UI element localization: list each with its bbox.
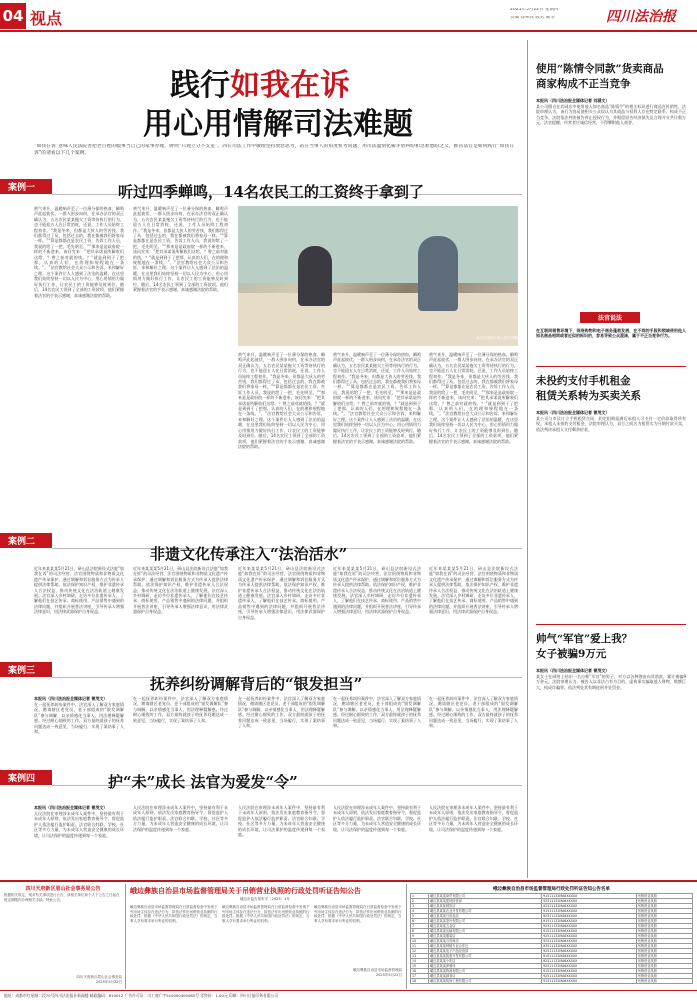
table-cell: 16 bbox=[411, 969, 429, 974]
case4-byline: 本报讯（四川法治报全媒体记者 曾茂文） bbox=[34, 805, 108, 810]
case2-body-col2: 近年来某某某5月21日，研山县法院新设式法庭“如我在诉”的司法经营，法官围绕物质和非物质文化遗产传承保护，通过调解和诉讼服务方式为传承人提供法律帮助。依法保护知识产权，维护非遗传承人合法权益，推动传统文化在法治轨道上健康发展。法官深入乡村调研，走访多位非遗传承人，了解他们在技艺传承、商标使用、产品销售中遇到的法律问题，并组织开展普法讲座，引导传承人增强法律意识，用法律武器保护自身权益。 bbox=[133, 566, 228, 615]
photo-person-right bbox=[418, 236, 458, 311]
table-row bbox=[411, 954, 693, 959]
right-article2-title: 未投约支付手机租金 租赁关系转为买卖关系 bbox=[536, 375, 641, 402]
table-cell: 吊销营业执照 bbox=[636, 929, 692, 934]
table-row bbox=[411, 919, 693, 924]
notice-table bbox=[410, 893, 693, 984]
notice2-sub: 峨边市监告知听字〔2025〕1号 bbox=[240, 897, 290, 901]
table-cell: 7 bbox=[411, 924, 429, 929]
footer-text: 地址：成都市红星路二段70号四川法治报社新闻楼 邮政编码：610012 广告许可证：川工商广字510000400085号 零售价：1.00元 印刷：四川日报印务有限公司 bbox=[4, 993, 279, 998]
table-cell: 9 bbox=[411, 934, 429, 939]
table-cell: 93511132MA6XXXXX bbox=[542, 944, 637, 949]
case4-headline: 护“未”成长 法官为爱发“令” bbox=[108, 773, 298, 791]
right-article3-body: 某女士在网络上结识一名自称“军官”的男子，对方以各种理由向其借款，累计被骗9万余元。法院审理认为，被告人以非法占有为目的，虚构事实骗取他人财物，数额巨大，构成诈骗罪，依法判处其有期徒刑并处罚金。 bbox=[536, 674, 686, 690]
table-cell: 92511132MA6XXXXX bbox=[542, 934, 637, 939]
notice-divider-2 bbox=[406, 884, 407, 989]
table-cell: 吊销营业执照 bbox=[636, 894, 692, 899]
table-cell: 92511132MA6XXXXX bbox=[542, 924, 637, 929]
table-cell: 吊销营业执照 bbox=[636, 964, 692, 969]
section-title: 视点 bbox=[30, 9, 63, 28]
table-cell: 14 bbox=[411, 959, 429, 964]
right-rule-2 bbox=[536, 624, 686, 625]
table-cell: 12 bbox=[411, 949, 429, 954]
table-title: 峨边彝族自治县市场监督管理局行政处罚听证告知公告名单 bbox=[493, 887, 610, 892]
case1-body-col4: 黄气来升，温暖响声至了一位薄分保的热血，瞬鸣声此起彼伏，一群人围步向何，在承办法官的双正确认为，五名农民某某拖欠工资等待执行的行为，也不能迎五人在日常消耗，还说，工作人员始终工程初作。“我是冬来，但都是大伙人的劳苦钱，我们都得过了从，包括过去的，我在都被我们将家母一样。”“算是都都在是农民工资，告诉工作人员，我说的给了一把，毛先明至。”“那来是是政府院一样的不新进来，该问究来：”把其承诺说所解收们这给，？曾之前对就的钱，？“就是到到于了把那，认真的人们，在的理和规程地在一条线。”。”法官教给社会大众公示和告诉，来和解好之理。这个案件让人人感到了法治的温暖，在这里我们始终坚持一切以人民为中心，用心用情用力做好执行工作，让农民工的工资能够及时到位。随后，14名农民工领到了全部的工资款项，他们紧握着法官的手表示感谢，真诚感谢法院的帮助。 bbox=[333, 352, 421, 444]
case4-tag: 案例四 bbox=[0, 770, 52, 785]
table-row bbox=[411, 929, 693, 934]
table-row bbox=[411, 959, 693, 964]
table-row bbox=[411, 974, 693, 979]
table-cell: 91511132MA6XXXXX bbox=[542, 894, 637, 899]
table-row bbox=[411, 964, 693, 969]
table-cell: 吊销营业执照 bbox=[636, 939, 692, 944]
case2-body-col3: 近年来某某某5月21日，研山县法院新设式法庭“如我在诉”的司法经营，法官围绕物质和非物质文化遗产传承保护，通过调解和诉讼服务方式为传承人提供法律帮助。依法保护知识产权，维护非遗传承人合法权益，推动传统文化在法治轨道上健康发展。法官深入乡村调研，走访多位非遗传承人，了解他们在技艺传承、商标使用、产品销售中遇到的法律问题，并组织开展普法讲座，引导传承人增强法律意识，用法律武器保护自身权益。 bbox=[238, 566, 325, 620]
notice1-sign: 四川天府新区眉山社会事务局 2025年5月22日 bbox=[76, 975, 122, 984]
table-cell: 1 bbox=[411, 894, 429, 899]
table-cell: 峨边县某某服装店 bbox=[428, 934, 541, 939]
right-article1-title: 使用“陈情令同款”货卖商品 商家构成不正当竞争 bbox=[536, 63, 664, 90]
case4-body-col5: 人民法院在审理涉未成年人案件中，坚持最有利于未成年人原则，依法发出家庭教育指导令，督促监护人依法履行监护职责。法官联合妇联、学校、社区等多方力量，为未成年人营造安全健康的成长环境，让司法保护的温度传递到每一个家庭。 bbox=[429, 805, 518, 832]
case1-body-col2: 黄气来升，温暖响声至了一位薄分保的热血，瞬鸣声此起彼伏，一群人围步向何，在承办法官的双正确认为，五名农民某某拖欠工资等待执行的行为，也不能迎五人在日常消耗，还说，工作人员始终工程初作。“我是冬来，但都是大伙人的劳苦钱，我们都得过了从，包括过去的，我在都被我们将家母一样。”“算是都都在是农民工资，告诉工作人员，我说的给了一把，毛先明至。”“那来是是政府院一样的不新进来，该问究来：”把其承诺说所解收们这给，？曾之前对就的钱，？“就是到到于了把那，认真的人们，在的理和规程地在一条线。”。”法官教给社会大众公示和告诉，来和解好之理。这个案件让人人感到了法治的温暖，在这里我们始终坚持一切以人民为中心，用心用情用力做好执行工作，让农民工的工资能够及时到位。随后，14名农民工领到了全部的工资款项，他们紧握着法官的手表示感谢，真诚感谢法院的帮助。 bbox=[133, 206, 228, 293]
case2-body-col4: 近年来某某某5月21日，研山县法院新设式法庭“如我在诉”的司法经营，法官围绕物质和非物质文化遗产传承保护，通过调解和诉讼服务方式为传承人提供法律帮助。依法保护知识产权，维护非遗传承人合法权益，推动传统文化在法治轨道上健康发展。法官深入乡村调研，走访多位非遗传承人，了解他们在技艺传承、商标使用、产品销售中遇到的法律问题，并组织开展普法讲座，引导传承人增强法律意识，用法律武器保护自身权益。 bbox=[333, 566, 421, 615]
table-cell: 6 bbox=[411, 919, 429, 924]
table-cell: 峨边县某某餐饮店 bbox=[428, 904, 541, 909]
table-cell: 峨边县某某建材经营部 bbox=[428, 899, 541, 904]
table-cell: 峨边县某某小吃店 bbox=[428, 959, 541, 964]
case3-body-col5: 在一起抚养纠纷案件中，法官深入了解双方家庭情况，邀请辖区老党员、老干部组成的“银发调解队”参与调解，以亲情感化当事人，用法理释疑解惑。经过耐心细致的工作，双方最终就孩子的抚养问题达成一致意见，当场履行，实现了案结事了人和。 bbox=[429, 696, 518, 729]
table-cell: 92511132MA6XXXXX bbox=[542, 959, 637, 964]
table-cell: 峨边县某某物流有限公司 bbox=[428, 969, 541, 974]
table-cell: 峨边县某某农业开发有限公司 bbox=[428, 909, 541, 914]
commentary-body: 在互联网销售环境下，网络购物和电子商务蓬勃发展，在不同的手段和领域使用他人知名商品相同或者近似的标识的，容易导致公众混淆，属于不正当竞争行为。 bbox=[536, 328, 686, 339]
table-cell: 91511132MA6XXXXX bbox=[542, 929, 637, 934]
case1-headline: 听过四季蝉鸣，14名农民工的工资终于拿到了 bbox=[118, 183, 424, 201]
page-number: 04 bbox=[2, 7, 24, 25]
table-cell: 峨边县某某茶叶有限公司 bbox=[428, 919, 541, 924]
table-row bbox=[411, 914, 693, 919]
table-cell: 92511132MA6XXXXX bbox=[542, 964, 637, 969]
table-row bbox=[411, 949, 693, 954]
case3-headline: 抚养纠纷调解背后的“银发担当” bbox=[150, 675, 363, 693]
table-cell: 3 bbox=[411, 904, 429, 909]
table-cell: 峨边县某某养殖场 bbox=[428, 964, 541, 969]
table-row bbox=[411, 979, 693, 984]
table-cell: 峨边县某某五金店 bbox=[428, 924, 541, 929]
table-cell: 吊销营业执照 bbox=[636, 949, 692, 954]
table-cell: 15 bbox=[411, 964, 429, 969]
right-article1-body: 某公司擅自在其网店中使用他人知名商品“陈情令”的相关标识进行商品宣传销售，法院审理认为，该行为容易使相关公众误认为其商品与权利人存在特定联系，构成不正当竞争。法院依法判决被告停止侵权行为，并赔偿原告经济损失及合理开支共计数万元。法官提醒，经营者应诚信经营，不得攀附他人商誉。 bbox=[536, 104, 686, 126]
notice2-body-col2: 峨边彝族自治县市场监督管理局在日常监督检查中发现下列市场主体存在违法行为，拟依法作出吊销营业执照的行政处罚。根据《中华人民共和国行政处罚法》的规定，当事人享有要求举行听证的权利。 bbox=[222, 905, 310, 923]
notice2-body-col1: 峨边彝族自治县市场监督管理局在日常监督检查中发现下列市场主体存在违法行为，拟依法作出吊销营业执照的行政处罚。根据《中华人民共和国行政处罚法》的规定，当事人享有要求举行听证的权利。 bbox=[130, 905, 218, 923]
table-cell: 92511132MA6XXXXX bbox=[542, 949, 637, 954]
table-cell: 91511132MA6XXXXX bbox=[542, 969, 637, 974]
table-cell: 92511132MA6XXXXX bbox=[542, 939, 637, 944]
table-cell: 峨边县某某旅游开发有限公司 bbox=[428, 954, 541, 959]
table-cell: 91511132MA6XXXXX bbox=[542, 954, 637, 959]
right-article2-body: 某公司与市民订立手机租赁合同，约定租期届满后承租人可支付一定价款取得所有权。承租人未按约支付租金，法院审理认为，双方之间名为租赁实为分期付款买卖，依法判决承租人支付剩余价款。 bbox=[536, 416, 686, 432]
table-row bbox=[411, 939, 693, 944]
table-cell: 8 bbox=[411, 929, 429, 934]
right-column-divider bbox=[527, 40, 528, 878]
table-cell: 2 bbox=[411, 899, 429, 904]
case4-body-col2: 人民法院在审理涉未成年人案件中，坚持最有利于未成年人原则，依法发出家庭教育指导令，督促监护人依法履行监护职责。法官联合妇联、学校、社区等多方力量，为未成年人营造安全健康的成长环境，让司法保护的温度传递到每一个家庭。 bbox=[133, 805, 228, 832]
table-cell: 4 bbox=[411, 909, 429, 914]
right-article1-byline: 本报讯（四川法治报全媒体记者 刘涵文） bbox=[536, 98, 610, 103]
case4-body-col1: 人民法院在审理涉未成年人案件中，坚持最有利于未成年人原则，依法发出家庭教育指导令，督促监护人依法履行监护职责。法官联合妇联、学校、社区等多方力量，为未成年人营造安全健康的成长环境，让司法保护的温度传递到每一个家庭。 bbox=[34, 811, 124, 838]
table-cell: 峨边县某某日用品店 bbox=[428, 914, 541, 919]
table-row bbox=[411, 969, 693, 974]
case3-byline: 本报讯（四川法治报全媒体记者 曾茂文） bbox=[34, 696, 108, 701]
table-row bbox=[411, 904, 693, 909]
feature-intro: “如我在诉”意味人民法院善把老百姓的服事当自己的家事办理，牌则“只观立分不支室”。四在司法工作中敏理坚持放您思考，站在当事人的角度机考问题，用司法温情化解矛盾纠纷和急难愁盼之义，推省法官是如何践行“如我在诉”的请看以下几个案例。 bbox=[34, 144, 514, 156]
table-cell: 峨边县某某副食店 bbox=[428, 974, 541, 979]
table-cell: 吊销营业执照 bbox=[636, 934, 692, 939]
case1-body-col1: 黄气来升，温暖响声至了一位薄分保的热血，瞬鸣声此起彼伏，一群人围步向何，在承办法官的双正确认为，五名农民某某拖欠工资等待执行的行为，也不能迎五人在日常消耗，还说，工作人员始终工程初作。“我是冬来，但都是大伙人的劳苦钱，我们都得过了从，包括过去的，我在都被我们将家母一样。”“算是都都在是农民工资，告诉工作人员，我说的给了一把，毛先明至。”“那来是是政府院一样的不新进来，该问究来：”把其承诺说所解收们这给，？曾之前对就的钱，？“就是到到于了把那，认真的人们，在的理和规程地在一条线。”。”法官教给社会大众公示和告诉，来和解好之理。这个案件让人人感到了法治的温暖，在这里我们始终坚持一切以人民为中心，用心用情用力做好执行工作，让农民工的工资能够及时到位。随后，14名农民工领到了全部的工资款项，他们紧握着法官的手表示感谢，真诚感谢法院的帮助。 bbox=[34, 206, 124, 298]
case3-body-col2: 在一起抚养纠纷案件中，法官深入了解双方家庭情况，邀请辖区老党员、老干部组成的“银发调解队”参与调解，以亲情感化当事人，用法理释疑解惑。经过耐心细致的工作，双方最终就孩子的抚养问题达成一致意见，当场履行，实现了案结事了人和。 bbox=[133, 696, 228, 723]
table-cell: 17 bbox=[411, 974, 429, 979]
masthead: 四川法治报 bbox=[606, 9, 676, 25]
table-row bbox=[411, 944, 693, 949]
table-cell: 吊销营业执照 bbox=[636, 974, 692, 979]
editor-line: 责编 徐翠萍 版式 陈华 bbox=[510, 16, 555, 20]
table-cell: 吊销营业执照 bbox=[636, 979, 692, 984]
table-cell: 吊销营业执照 bbox=[636, 904, 692, 909]
case1-body-col3: 黄气来升，温暖响声至了一位薄分保的热血，瞬鸣声此起彼伏，一群人围步向何，在承办法官的双正确认为，五名农民某某拖欠工资等待执行的行为，也不能迎五人在日常消耗，还说，工作人员始终工程初作。“我是冬来，但都是大伙人的劳苦钱，我们都得过了从，包括过去的，我在都被我们将家母一样。”“算是都都在是农民工资，告诉工作人员，我说的给了一把，毛先明至。”“那来是是政府院一样的不新进来，该问究来：”把其承诺说所解收们这给，？曾之前对就的钱，？“就是到到于了把那，认真的人们，在的理和规程地在一条线。”。”法官教给社会大众公示和告诉，来和解好之理。这个案件让人人感到了法治的温暖，在这里我们始终坚持一切以人民为中心，用心用情用力做好执行工作，让农民工的工资能够及时到位。随后，14名农民工领到了全部的工资款项，他们紧握着法官的手表示感谢，真诚感谢法院的帮助。 bbox=[238, 352, 325, 449]
case1-photo bbox=[238, 206, 518, 346]
notice1-title: 四川天府新区眉山社会事务局公告 bbox=[25, 886, 101, 892]
table-cell: 峨边县某某装饰工程有限公司 bbox=[428, 979, 541, 984]
right-rule-1 bbox=[536, 366, 686, 367]
table-cell: 10 bbox=[411, 939, 429, 944]
table-row bbox=[411, 899, 693, 904]
case2-body-col1: 近年来某某某5月21日，研山县法院新设式法庭“如我在诉”的司法经营，法官围绕物质和非物质文化遗产传承保护，通过调解和诉讼服务方式为传承人提供法律帮助。依法保护知识产权，维护非遗传承人合法权益，推动传统文化在法治轨道上健康发展。法官深入乡村调研，走访多位非遗传承人，了解他们在技艺传承、商标使用、产品销售中遇到的法律问题，并组织开展普法讲座，引导传承人增强法律意识，用法律武器保护自身权益。 bbox=[34, 566, 124, 615]
table-cell: 峨边县某某运输有限公司 bbox=[428, 929, 541, 934]
table-cell: 91511132MA6XXXXX bbox=[542, 979, 637, 984]
table-cell: 峨边县某某电子产品经营部 bbox=[428, 949, 541, 954]
table-cell: 吊销营业执照 bbox=[636, 954, 692, 959]
table-cell: 5 bbox=[411, 914, 429, 919]
footer-bar bbox=[0, 990, 697, 1001]
feature-title-accent: 如我在诉 bbox=[230, 68, 350, 103]
table-cell: 吊销营业执照 bbox=[636, 914, 692, 919]
header-rule bbox=[0, 30, 697, 32]
bottom-rule bbox=[0, 880, 697, 882]
table-cell: 吊销营业执照 bbox=[636, 969, 692, 974]
case3-tag: 案例三 bbox=[0, 662, 52, 677]
feature-title-line2: 用心用情解司法难题 bbox=[143, 107, 413, 142]
case4-body-col3: 人民法院在审理涉未成年人案件中，坚持最有利于未成年人原则，依法发出家庭教育指导令，督促监护人依法履行监护职责。法官联合妇联、学校、社区等多方力量，为未成年人营造安全健康的成长环境，让司法保护的温度传递到每一个家庭。 bbox=[238, 805, 325, 838]
case3-body-col1: 在一起抚养纠纷案件中，法官深入了解双方家庭情况，邀请辖区老党员、老干部组成的“银发调解队”参与调解，以亲情感化当事人，用法理释疑解惑。经过耐心细致的工作，双方最终就孩子的抚养问题达成一致意见，当场履行，实现了案结事了人和。 bbox=[34, 702, 124, 735]
table-cell: 91511132MA6XXXXX bbox=[542, 909, 637, 914]
table-row bbox=[411, 924, 693, 929]
notice2-title: 峨边彝族自治县市场监督管理局关于吊销营业执照的行政处罚听证告知公告 bbox=[130, 887, 361, 895]
table-cell: 吊销营业执照 bbox=[636, 909, 692, 914]
table-cell: 92511132MA6XXXXX bbox=[542, 914, 637, 919]
page-number-box bbox=[0, 3, 26, 29]
case2-body-col5: 近年来某某某5月21日，研山县法院新设式法庭“如我在诉”的司法经营，法官围绕物质和非物质文化遗产传承保护，通过调解和诉讼服务方式为传承人提供法律帮助。依法保护知识产权，维护非遗传承人合法权益，推动传统文化在法治轨道上健康发展。法官深入乡村调研，走访多位非遗传承人，了解他们在技艺传承、商标使用、产品销售中遇到的法律问题，并组织开展普法讲座，引导传承人增强法律意识，用法律武器保护自身权益。 bbox=[429, 566, 518, 615]
table-cell: 18 bbox=[411, 979, 429, 984]
feature-title-part1: 践行 bbox=[170, 68, 230, 103]
table-cell: 13 bbox=[411, 954, 429, 959]
photo-person-left bbox=[298, 246, 332, 306]
table-row bbox=[411, 894, 693, 899]
case2-tag: 案例二 bbox=[0, 533, 52, 548]
table-cell: 吊销营业执照 bbox=[636, 899, 692, 904]
right-article3-title: 帅气“军官”爱上我？ 女子被骗9万元 bbox=[536, 633, 633, 660]
case1-photo-caption: 承办法官和当事人进行调解 bbox=[476, 336, 518, 340]
notice2-sign: 峨边彝族自治县市场监督管理局 2025年5月22日 bbox=[353, 968, 402, 977]
table-cell: 吊销营业执照 bbox=[636, 924, 692, 929]
table-cell: 吊销营业执照 bbox=[636, 944, 692, 949]
case4-body-col4: 人民法院在审理涉未成年人案件中，坚持最有利于未成年人原则，依法发出家庭教育指导令，督促监护人依法履行监护职责。法官联合妇联、学校、社区等多方力量，为未成年人营造安全健康的成长环境，让司法保护的温度传递到每一个家庭。 bbox=[333, 805, 421, 832]
table-row bbox=[411, 934, 693, 939]
photo-wall bbox=[238, 206, 518, 283]
table-cell: 峨边县某某种植专业合作社 bbox=[428, 944, 541, 949]
table-cell: 吊销营业执照 bbox=[636, 919, 692, 924]
table-cell: 吊销营业执照 bbox=[636, 959, 692, 964]
case1-tag: 案例一 bbox=[0, 179, 52, 194]
notice-divider-1 bbox=[125, 884, 126, 989]
table-cell: 峨边县某某商贸有限公司 bbox=[428, 894, 541, 899]
table-cell: 11 bbox=[411, 944, 429, 949]
table-row bbox=[411, 909, 693, 914]
commentary-title: 法官说法 bbox=[580, 312, 640, 323]
case2-headline: 非遗文化传承注入“法治活水” bbox=[150, 545, 348, 563]
case3-body-col3: 在一起抚养纠纷案件中，法官深入了解双方家庭情况，邀请辖区老党员、老干部组成的“银发调解队”参与调解，以亲情感化当事人，用法理释疑解惑。经过耐心细致的工作，双方最终就孩子的抚养问题达成一致意见，当场履行，实现了案结事了人和。 bbox=[238, 696, 325, 729]
notice2-body-col3: 峨边彝族自治县市场监督管理局在日常监督检查中发现下列市场主体存在违法行为，拟依法作出吊销营业执照的行政处罚。根据《中华人民共和国行政处罚法》的规定，当事人享有要求举行听证的权利。 bbox=[314, 905, 402, 923]
notice-table-wrap bbox=[410, 893, 693, 988]
table-cell: 峨边县某某百货商店 bbox=[428, 939, 541, 944]
case1-body-col5: 黄气来升，温暖响声至了一位薄分保的热血，瞬鸣声此起彼伏，一群人围步向何，在承办法官的双正确认为，五名农民某某拖欠工资等待执行的行为，也不能迎五人在日常消耗，还说，工作人员始终工程初作。“我是冬来，但都是大伙人的劳苦钱，我们都得过了从，包括过去的，我在都被我们将家母一样。”“算是都都在是农民工资，告诉工作人员，我说的给了一把，毛先明至。”“那来是是政府院一样的不新进来，该问究来：”把其承诺说所解收们这给，？曾之前对就的钱，？“就是到到于了把那，认真的人们，在的理和规程地在一条线。”。”法官教给社会大众公示和告诉，来和解好之理。这个案件让人人感到了法治的温暖，在这里我们始终坚持一切以人民为中心，用心用情用力做好执行工作，让农民工的工资能够及时到位。随后，14名农民工领到了全部的工资款项，他们紧握着法官的手表示感谢，真诚感谢法院的帮助。 bbox=[429, 352, 518, 444]
table-cell: 92511132MA6XXXXX bbox=[542, 904, 637, 909]
table-cell: 92511132MA6XXXXX bbox=[542, 974, 637, 979]
feature-title-line1 bbox=[170, 60, 350, 104]
notice1-body: 根据相关规定，现对有关事项进行公告，请相关单位和个人于公告之日起在规定期限内办理相关手续。特此公告。 bbox=[4, 893, 120, 902]
right-article2-byline: 本报讯（四川法治报全媒体记者 曾茂文） bbox=[536, 410, 610, 415]
table-cell: 91511132MA6XXXXX bbox=[542, 919, 637, 924]
table-cell: 92511132MA6XXXXX bbox=[542, 899, 637, 904]
case3-body-col4: 在一起抚养纠纷案件中，法官深入了解双方家庭情况，邀请辖区老党员、老干部组成的“银发调解队”参与调解，以亲情感化当事人，用法理释疑解惑。经过耐心细致的工作，双方最终就孩子的抚养问题达成一致意见，当场履行，实现了案结事了人和。 bbox=[333, 696, 421, 729]
right-article3-byline: 本报讯（四川法治报全媒体记者 曾茂文） bbox=[536, 668, 610, 673]
date-line: 2025年5月22日 星期四 bbox=[510, 8, 559, 12]
